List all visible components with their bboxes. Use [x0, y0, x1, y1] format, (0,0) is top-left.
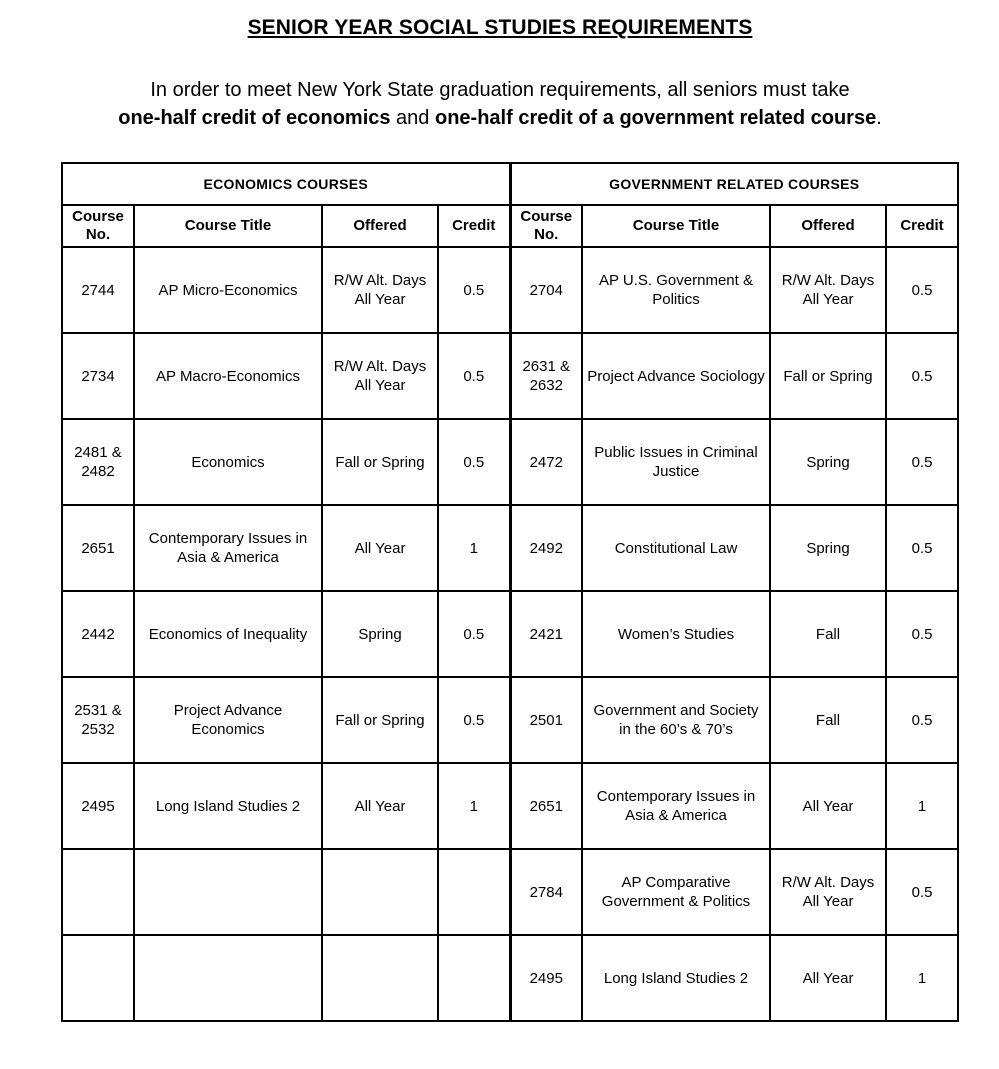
econ-offered-text: All Year [354, 539, 406, 557]
econ-offered-cell [322, 333, 438, 419]
gov-offered-text: All Year [802, 893, 854, 910]
gov-credit-text: 0.5 [911, 539, 933, 557]
gov-title-text: in the 60’s & 70’s [619, 721, 733, 738]
gov-course-no-text: 2651 [529, 797, 563, 815]
gov-title-text: AP U.S. Government & [599, 272, 753, 289]
gov-title-cell [582, 591, 770, 677]
econ-title-cell [134, 935, 322, 1021]
gov-title-text: Justice [652, 463, 700, 480]
gov-title-cell [582, 333, 770, 419]
econ-credit-text: 1 [469, 797, 478, 815]
header-course-label: Course [72, 208, 124, 225]
gov-title-cell [582, 849, 770, 935]
econ-title-cell [134, 247, 322, 333]
econ-credit-header: Credit [438, 205, 510, 247]
econ-course-no-text: 2734 [81, 367, 115, 385]
table-row [62, 677, 958, 763]
table-row [62, 333, 958, 419]
gov-credit-text: 0.5 [911, 711, 933, 729]
gov-title-text: Project Advance Sociology [587, 367, 765, 385]
intro-paragraph [0, 76, 999, 132]
econ-offered-text: Fall or Spring [335, 711, 425, 729]
gov-credit-cell [886, 505, 958, 591]
econ-credit-text: 0.5 [463, 711, 485, 729]
gov-offered-text: R/W Alt. Days [781, 874, 875, 891]
gov-title-text: Asia & America [625, 807, 727, 824]
gov-course-no-text: 2501 [529, 711, 563, 729]
econ-title-text: Long Island Studies 2 [155, 797, 301, 815]
econ-course-no-text: 2532 [81, 721, 115, 738]
econ-course-no-cell [62, 849, 134, 935]
gov-offered-header: Offered [770, 205, 886, 247]
gov-offered-text: R/W Alt. Days [781, 272, 875, 289]
gov-credit-text: 0.5 [911, 625, 933, 643]
econ-course-no-text: 2744 [81, 281, 115, 299]
econ-course-no-cell [62, 505, 134, 591]
econ-course-no-cell [62, 247, 134, 333]
gov-offered-cell [770, 763, 886, 849]
requirements-table [61, 162, 959, 1022]
gov-offered-cell [770, 505, 886, 591]
page-title: SENIOR YEAR SOCIAL STUDIES REQUIREMENTS [247, 16, 753, 39]
gov-course-title-header: Course Title [582, 205, 770, 247]
gov-credit-cell [886, 419, 958, 505]
econ-course-no-cell [62, 677, 134, 763]
econ-course-no-text: 2482 [81, 463, 115, 480]
econ-offered-cell [322, 677, 438, 763]
gov-course-no-header [510, 205, 582, 247]
table-row [62, 419, 958, 505]
gov-title-text: Long Island Studies 2 [603, 969, 749, 987]
gov-credit-text: 0.5 [911, 281, 933, 299]
gov-credit-text: 0.5 [911, 883, 933, 901]
econ-offered-header: Offered [322, 205, 438, 247]
econ-credit-text: 0.5 [463, 453, 485, 471]
econ-course-no-cell [62, 763, 134, 849]
econ-course-no-cell [62, 333, 134, 419]
econ-course-no-cell [62, 591, 134, 677]
gov-offered-cell [770, 419, 886, 505]
econ-offered-text: All Year [354, 797, 406, 815]
econ-credit-cell [438, 677, 510, 763]
econ-title-text: Economics of Inequality [148, 625, 308, 643]
econ-title-text: AP Micro-Economics [158, 281, 298, 299]
econ-title-text: Economics [191, 721, 265, 738]
econ-course-no-text: 2481 & [74, 444, 122, 461]
econ-offered-text: R/W Alt. Days [333, 272, 427, 289]
gov-title-text: Politics [652, 291, 700, 308]
econ-title-cell [134, 677, 322, 763]
gov-offered-text: Spring [806, 453, 850, 471]
gov-credit-cell [886, 935, 958, 1021]
econ-offered-cell [322, 849, 438, 935]
econ-credit-cell [438, 849, 510, 935]
gov-title-text: AP Comparative [621, 874, 731, 891]
header-course-label: Course [520, 208, 573, 225]
gov-title-cell [582, 935, 770, 1021]
intro-period: . [876, 107, 882, 129]
gov-credit-text: 1 [917, 797, 927, 815]
gov-offered-text: All Year [802, 797, 854, 815]
header-no-label: No. [534, 226, 559, 243]
gov-title-text: Women’s Studies [617, 625, 735, 643]
gov-offered-text: All Year [802, 969, 854, 987]
gov-offered-text: Fall [815, 625, 841, 643]
econ-offered-cell [322, 935, 438, 1021]
econ-offered-text: R/W Alt. Days [333, 358, 427, 375]
gov-course-no-text: 2784 [529, 883, 563, 901]
econ-title-text: AP Macro-Economics [156, 367, 300, 385]
table-row [62, 935, 958, 1021]
table-row [62, 505, 958, 591]
gov-credit-text: 0.5 [911, 453, 933, 471]
econ-title-cell [134, 419, 322, 505]
gov-credit-text: 1 [917, 969, 927, 987]
gov-title-text: Contemporary Issues in [596, 788, 756, 805]
econ-offered-cell [322, 419, 438, 505]
econ-offered-cell [322, 247, 438, 333]
gov-title-text: Government and Society [593, 702, 759, 719]
econ-course-no-cell [62, 935, 134, 1021]
gov-credit-text: 0.5 [911, 367, 933, 385]
intro-line-1: In order to meet New York State graduation requirements, all seniors must take [150, 79, 850, 101]
gov-title-cell [582, 419, 770, 505]
econ-course-no-header [62, 205, 134, 247]
econ-title-text: Economics [191, 453, 265, 471]
gov-offered-cell [770, 849, 886, 935]
gov-course-no-text: 2631 & [522, 358, 571, 375]
econ-title-text: Contemporary Issues in [148, 530, 308, 547]
econ-offered-cell [322, 505, 438, 591]
gov-course-no-text: 2632 [529, 377, 563, 394]
gov-course-no-text: 2704 [529, 281, 563, 299]
gov-credit-header: Credit [886, 205, 958, 247]
gov-course-no-cell [510, 849, 582, 935]
econ-title-text: Asia & America [177, 549, 279, 566]
gov-course-no-text: 2492 [529, 539, 563, 557]
econ-title-cell [134, 505, 322, 591]
econ-credit-cell [438, 333, 510, 419]
gov-credit-cell [886, 763, 958, 849]
gov-offered-cell [770, 935, 886, 1021]
gov-course-no-cell [510, 677, 582, 763]
econ-course-no-text: 2495 [81, 797, 115, 815]
group-header-row [62, 163, 958, 205]
gov-offered-cell [770, 247, 886, 333]
table-row [62, 591, 958, 677]
gov-title-text: Public Issues in Criminal [594, 444, 758, 461]
econ-course-no-cell [62, 419, 134, 505]
econ-title-text: Project Advance [173, 702, 283, 719]
econ-offered-text: All Year [354, 291, 406, 308]
gov-title-cell [582, 247, 770, 333]
gov-offered-cell [770, 677, 886, 763]
econ-credit-text: 0.5 [463, 281, 485, 299]
gov-course-no-text: 2472 [529, 453, 563, 471]
gov-course-no-cell [510, 763, 582, 849]
gov-offered-text: Fall [815, 711, 841, 729]
econ-credit-text: 0.5 [463, 625, 485, 643]
header-no-label: No. [85, 226, 111, 243]
intro-bold-economics: one-half credit of economics [118, 107, 391, 129]
gov-offered-cell [770, 333, 886, 419]
gov-credit-cell [886, 591, 958, 677]
column-header-row [62, 205, 958, 247]
econ-course-no-text: 2442 [81, 625, 115, 643]
gov-title-cell [582, 763, 770, 849]
econ-title-cell [134, 591, 322, 677]
table-row [62, 763, 958, 849]
gov-course-no-cell [510, 247, 582, 333]
gov-offered-text: Spring [806, 539, 850, 557]
gov-offered-text: Fall or Spring [783, 367, 873, 385]
econ-offered-cell [322, 591, 438, 677]
gov-course-no-cell [510, 333, 582, 419]
econ-credit-cell [438, 505, 510, 591]
econ-course-no-text: 2531 & [74, 702, 122, 719]
econ-offered-text: All Year [354, 377, 406, 394]
gov-credit-cell [886, 247, 958, 333]
table-row [62, 849, 958, 935]
econ-credit-text: 0.5 [463, 367, 485, 385]
gov-credit-cell [886, 333, 958, 419]
gov-title-text: Government & Politics [601, 893, 751, 910]
gov-credit-cell [886, 849, 958, 935]
gov-course-no-cell [510, 419, 582, 505]
econ-title-cell [134, 333, 322, 419]
table-row [62, 247, 958, 333]
gov-course-no-cell [510, 935, 582, 1021]
econ-credit-cell [438, 247, 510, 333]
economics-group-header: ECONOMICS COURSES [62, 163, 510, 205]
econ-offered-text: Fall or Spring [335, 453, 425, 471]
econ-offered-text: Spring [358, 625, 402, 643]
intro-connector: and [390, 107, 435, 129]
econ-credit-cell [438, 763, 510, 849]
gov-offered-cell [770, 591, 886, 677]
econ-course-title-header: Course Title [134, 205, 322, 247]
econ-credit-cell [438, 935, 510, 1021]
gov-offered-text: All Year [802, 291, 854, 308]
gov-credit-cell [886, 677, 958, 763]
gov-title-cell [582, 677, 770, 763]
econ-credit-cell [438, 591, 510, 677]
econ-course-no-text: 2651 [81, 539, 115, 557]
intro-bold-government: one-half credit of a government related course [434, 107, 877, 129]
econ-title-cell [134, 763, 322, 849]
government-group-header: GOVERNMENT RELATED COURSES [510, 163, 958, 205]
gov-course-no-text: 2421 [529, 625, 563, 643]
intro-line-2 [0, 104, 999, 132]
econ-credit-cell [438, 419, 510, 505]
econ-title-cell [134, 849, 322, 935]
econ-credit-text: 1 [469, 539, 478, 557]
econ-offered-cell [322, 763, 438, 849]
gov-title-cell [582, 505, 770, 591]
gov-course-no-text: 2495 [529, 969, 563, 987]
gov-course-no-cell [510, 591, 582, 677]
gov-course-no-cell [510, 505, 582, 591]
gov-title-text: Constitutional Law [614, 539, 738, 557]
